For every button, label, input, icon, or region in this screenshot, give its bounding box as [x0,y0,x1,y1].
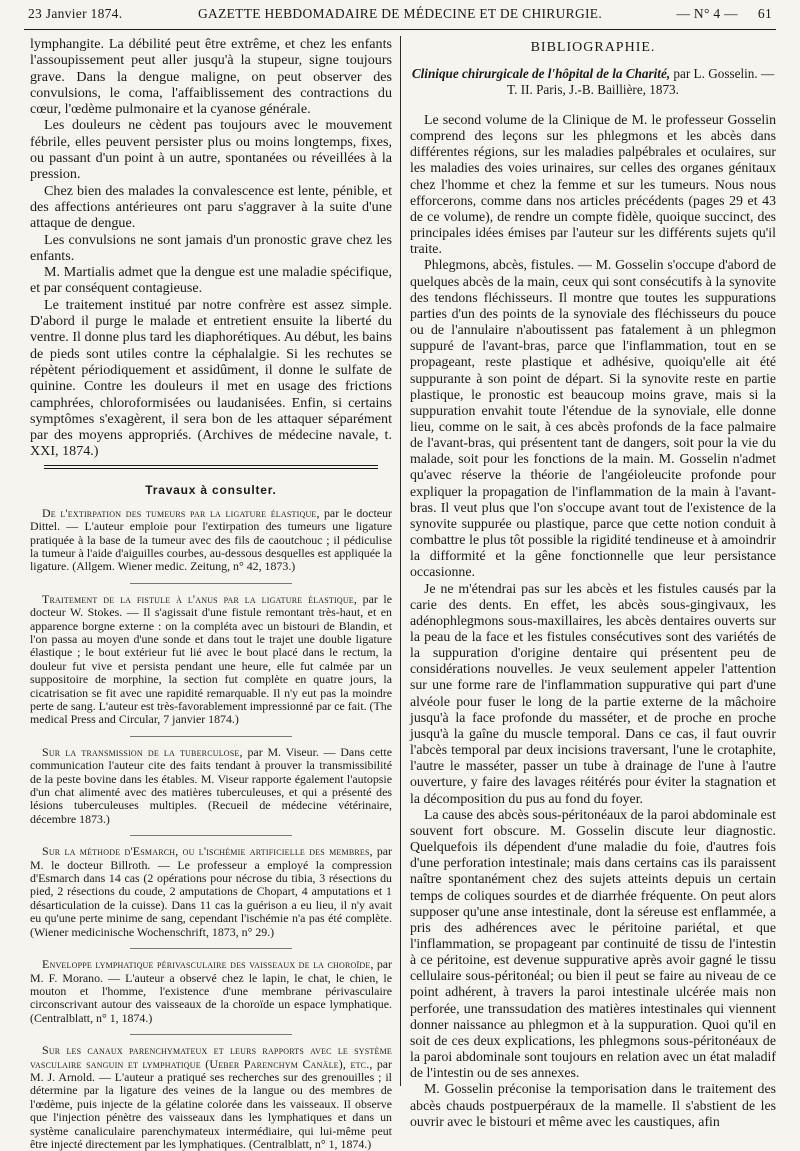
travaux-entry [30,507,392,574]
entry-separator [130,583,292,584]
entry-separator [130,835,292,836]
left-paragraph: M. Martialis admet que la dengue est une maladie spécifique, et par conséquent contagieuse. [30,264,392,297]
entry-body: par M. F. Morano. — L'auteur a observé chez le lapin, le chat, le chien, le mouton et l'homme, l'existence d'une membrane périvasculaire circonscrivant autour des vaisseaux de la choroïde un espace lymphatique. (Centralblatt, n° 1, 1874.) [30,957,392,1025]
header-rule [24,29,776,30]
entry-body: par M. Viseur. — Dans cette communication l'auteur cite des faits tendant à prouver la transmissibilité de la peste bovine dans les étables. M. Viseur rapporte également l'autopsie d'un chat alimenté avec des matières tuberculeuses, et qui a présenté des lésions tuberculeuses multiples. (Recueil de médecine vétérinaire, décembre 1873.) [30,744,392,826]
right-column [410,36,776,1129]
review-paragraph: La cause des abcès sous-péritonéaux de la paroi abdominale est souvent fort obscure. M. Gosselin discute leur diagnostic. Quelquefois ils dépendent d'une maladie du foie, d'autres fois d'une perforation intestinale; mais dans certains cas ils paraissent naître spontanément chez des sujets atteints depuis un certain temps de coliques sourdes et de diarrhée fréquente. On peut alors supposer qu'une anse intestinale, dont la séreuse est enflammée, a pris des adhérences avec le péritoine pariétal, et que l'inflammation, se propageant par continuité de tissu de l'intestin à ce péritoine, est devenue suppurative après avoir gagné le tissu cellulaire sous-péritonéal; ou bien il peut se faire au niveau de ce point adhérent, à travers la paroi intestinale ulcérée mais non perforée, une transsudation des matières intestinales qui viennent donner naissance au phlegmon et à la suppuration. Quoi qu'il en soit de ces deux explications, les phlegmons sous-péritonéaux de la paroi abdominale sont toujours en relation avec un état maladif de l'intestin ou de ses annexes. [410,806,776,1081]
header-journal-title: GAZETTE HEBDOMADAIRE DE MÉDECINE ET DE CHIRURGIE. [197,6,603,21]
entry-body: par M. le docteur Billroth. — Le professeur a employé la compression d'Esmarch dans 14 cas (2 opérations pour nécrose du tibia, 3 résections du pied, 2 résections du coude, 2 amputations de Chopart, 4 amputations et 1 désarticulation de la cuisse). Dans 11 cas la guérison a eu lieu, il n'y avait eu qu'une perte minime de sang, cependant l'ischémie n'a pas été complète. (Wiener medicinische Wochenschrift, 1873, n° 29.) [30,844,392,939]
book-title: Clinique chirurgicale de l'hôpital de la Charité, [411,66,671,81]
left-paragraph: Chez bien des malades la convalescence est lente, pénible, et des affections antérieures ont paru s'aggraver à la suite d'une attaque de dengue. [30,182,392,232]
entry-title: Sur la méthode d'Esmarch, ou l'ischémie artificielle des membres, [42,844,373,859]
entry-separator [130,1034,292,1035]
travaux-entry [30,593,392,727]
entry-body: par le docteur Dittel. — L'auteur emploie pour l'extirpation des tumeurs une ligature pratiquée à la base de la tumeur avec des fils de caoutchouc ; il pédiculise la tumeur à l'aide d'aiguilles courbes, au-dessous desquelles est appliquée la ligature. (Allgem. Wiener medic. Zeitung, n° 42, 1873.) [30,505,392,574]
header-right [676,6,772,22]
section-rule [44,465,378,469]
travaux-entry [30,746,392,826]
travaux-entry [30,958,392,1025]
entry-body: par M. J. Arnold. — L'auteur a pratiqué ses recherches sur des grenouilles ; il détermine par la ligature des veines de la langue ou des membres de l'œdème, puis injecte de la gélatine colorée dans les vaisseaux. Il observe que l'injection pénètre des vaisseaux dans les lymphatiques et dans un système canaliculaire parenchymateux intermédiaire, qui lui-même peut être injecté directement par les lymphatiques. (Centralblatt, n° 1, 1874.) [30,1056,392,1151]
review-paragraph: M. Gosselin préconise la temporisation dans le traitement des abcès chauds postpuerpéraux de la mamelle. Il s'abstient de les ouvrir avec le bistouri et même avec les caustiques, afin [410,1081,776,1129]
bibliographie-heading: BIBLIOGRAPHIE. [530,40,656,55]
entry-body: par le docteur W. Stokes. — Il s'agissait d'une fistule remontant très-haut, et en apparence borgne externe : on la compléta avec un bistouri de Blandin, et l'on passa au moyen d'une sonde et dans tout le trajet une double ligature élastique ; le bout extérieur fut lié avec le bout placé dans le rectum, la douleur fut vive et persista pendant une heure, elle fut calmée par un suppositoire de morphine, la section fut complète en quatre jours, la cicatrisation se fit avec une rapidité remarquable. Il n'y eut pas la moindre perte de sang. L'auteur est très-favorablement impressionné par ce fait. (The medical Press and Circular, 7 janvier 1874.) [30,591,393,727]
header-page-number: 61 [757,6,772,21]
left-paragraph: Les convulsions ne sont jamais d'un pronostic grave chez les enfants. [30,231,392,264]
entry-title: Sur la transmission de la tuberculose, [42,744,243,759]
review-paragraph: Phlegmons, abcès, fistules. — M. Gosselin s'occupe d'abord de quelques abcès de la main, ceux qui sont consécutifs à la synovite des tendons fléchisseurs. Il montre que toutes les suppurations parties d'un des points de la synoviale des fléchisseurs du pouce ou de l'annulaire n'aboutissent pas fatalement à un phlegmon suppuré de l'avant-bras, parce que l'inflammation, tout en se propageant, reste plastique et adhésive, quoiqu'elle ait été suppurante à son point de départ. Si la synovite reste en partie plastique, le pronostic est beaucoup moins grave, mais si la suppuration envahit toute l'étendue de la synoviale, elle donne lieu, comme on le sait, à ces abcès profonds de la face palmaire de l'avant-bras, qui présentent tant de dangers, soit pour la vie du malade, soit pour les fonctions de la main. M. Gosselin n'admet qu'avec réserve la théorie de l'angéioleucite profonde pour expliquer la propagation de l'inflammation de la main à l'avant-bras. Il veut plus que l'on s'occupe avant tout de l'existence de la synovite suppurée ou plastique, parce que cette notion conduit à combattre le plus tôt possible la rigidité tendineuse et à amoindrir la difformité et la gêne fonctionnelle que leur persistance occasionne. [410,257,776,580]
left-column [30,36,393,1151]
entry-separator [130,736,292,737]
entry-separator [130,948,292,949]
entry-title: Traitement de la fistule à l'anus par la ligature élastique, [42,591,358,606]
left-paragraph: lymphangite. La débilité peut être extrême, et chez les enfants l'assoupissement peut aller jusqu'à la stupeur, signe toujours grave. Dans la dengue maligne, on peut observer des convulsions, le coma, l'affaiblissement des contractions du cœur, l'œdème pulmonaire et la cyanose générale. [30,36,392,118]
entry-title: Enveloppe lymphatique périvasculaire des vaisseaux de la choroïde, [42,957,374,972]
left-paragraph: Les douleurs ne cèdent pas toujours avec le mouvement fébrile, elles peuvent persister plus ou moins longtemps, fixes, ou passant d'un point à un autre, spontanées ou réveillées à la pression. [30,117,392,183]
column-divider [400,36,401,1086]
entry-title: Sur les canaux parenchymateux et leurs rapports avec le système vasculaire sanguin et lymphatique (Ueber Parenchym Canäle), etc., [30,1043,392,1071]
travaux-entry [30,845,392,939]
header-issue: — N° 4 — [676,6,738,21]
left-paragraph: Le traitement institué par notre confrère est assez simple. D'abord il purge le malade et entretient ensuite la liberté du ventre. Il donne plus tard les diaphorétiques. Au début, les bains de pieds sont utiles contre la céphalalgie. Si les rechutes se répètent périodiquement et assidûment, il donne le sulfate de quinine. Contre les douleurs il met en usage des frictions camphrées, chloroformisées ou laudanisées. Enfin, si certains symptômes s'exagèrent, il sera bon de les attaquer séparément par des moyens appropriés. (Archives de médecine navale, t. XXI, 1874.) [30,296,392,460]
travaux-entry [30,1044,392,1151]
travaux-heading: Travaux à consulter. [145,482,277,497]
header-date: 23 Janvier 1874. [28,6,123,21]
book-author: par L. Gosselin. — T. II. Paris, J.-B. Baillière, 1873. [507,66,775,97]
running-header [24,6,776,28]
review-paragraph: Je ne m'étendrai pas sur les abcès et les fistules causés par la carie des dents. En effet, les abcès sous-gingivaux, les adénophlegmons sous-maxillaires, les abcès dentaires ouverts sur la peau de la face et les fistules consécutives sont des variétés de la suppuration d'origine dentaire qui présentent peu de considérations nouvelles. Je veux seulement appeler l'attention sur une forme rare de l'inflammation suppurative qui part d'une alvéole pour fuser le long de la partie externe de la mâchoire jusqu'à la face profonde du masséter, et de proche en proche jusqu'à la gaîne du muscle temporal. Dans ce cas, il faut ouvrir l'abcès temporal par deux incisions traversant, l'une le crotaphite, l'autre le masséter, passer un tube à drainage de l'une à l'autre ouverture, y faire des lavages réitérés pour éviter la stagnation et la décomposition du pus au fond du foyer. [410,580,776,806]
book-citation [410,66,776,98]
review-paragraph: Le second volume de la Clinique de M. le professeur Gosselin comprend des leçons sur les phlegmons et les abcès dans différentes régions, sur les maladies palpébrales et oculaires, sur les maladies des voies urinaires, sur celles des organes génitaux chez l'homme et chez la femme et sur les tumeurs. Nous nous efforcerons, comme dans nos articles précédents (pages 29 et 43 de ce volume), de rendre un compte fidèle, quoique succinct, des principales idées émises par l'auteur sur les différents sujets qu'il traite. [410,112,776,257]
entry-title: De l'extirpation des tumeurs par la ligature élastique, [42,505,320,520]
